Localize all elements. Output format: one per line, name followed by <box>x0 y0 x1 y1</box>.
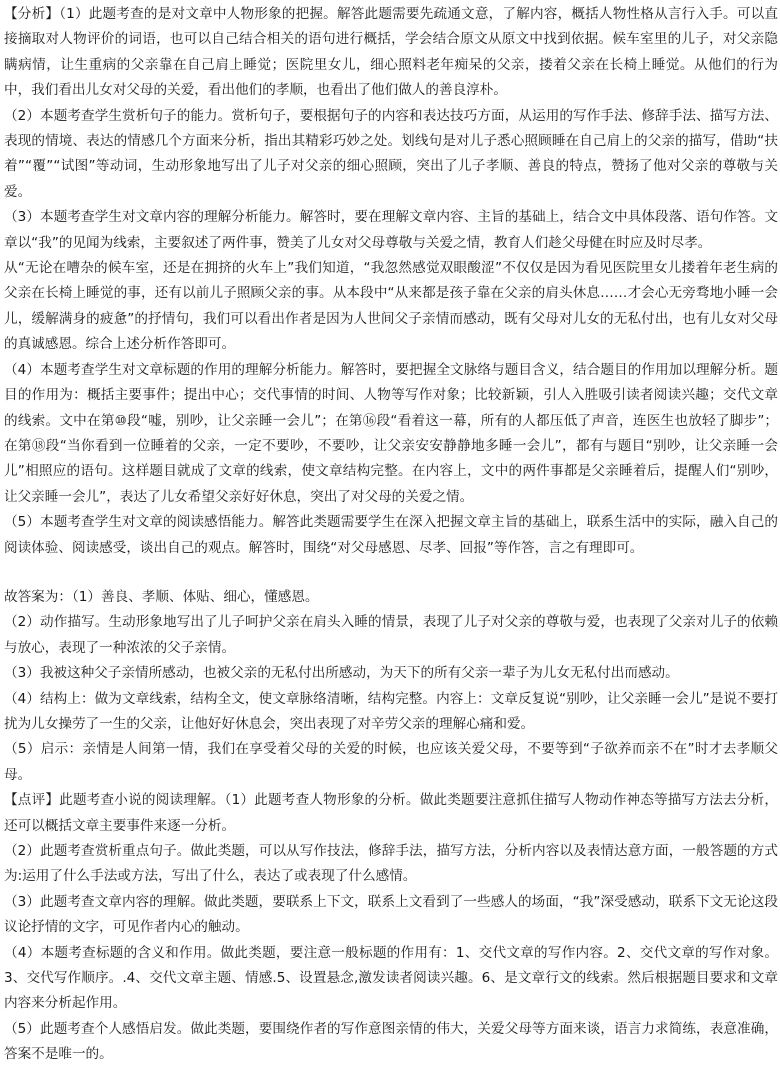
analysis-paragraph-3: （3）本题考查学生对文章内容的理解分析能力。解答时，要在理解文章内容、主旨的基础上，结合文中具体段落、语句作答。文章以“我”的见闻为线索，主要叙述了两件事，赞美了儿女对父母尊敬与关爱之情，教育人们趁父母健在时应及时尽孝。 <box>4 209 778 251</box>
analysis-paragraph-1: 【分析】（1）此题考查的是对文章中人物形象的把握。解答此题需要先疏通文意，了解内容，概括人物性格从言行入手。可以直接摘取对人物评价的词语，也可以自己结合相关的语句进行概括，学会结合原文从原文中找到依据。候车室里的儿子，对父亲隐瞒病情，让生重病的父亲靠在自己肩上睡觉；医院里女儿，细心照料老年痴呆的父亲，搂着父亲在长椅上睡觉。从他们的行为中，我们看出儿女对父母的关爱，看出他们的孝顺，也看出了他们做人的善良淳朴。 <box>4 6 778 99</box>
comment-paragraph-2: （2）此题考查赏析重点句子。做此类题，可以从写作技法，修辞手法，描写方法，分析内容以及表情达意方面，一般答题的方式为:运用了什么手法或方法，写出了什么，表达了或表现了什么感情。 <box>4 843 778 885</box>
analysis-paragraph-4: 从“无论在嘈杂的候车室，还是在拥挤的火车上”我们知道，“我忽然感觉双眼酸涩”不仅仅是因为看见医院里女儿搂着年老生病的父亲在长椅上睡觉的事，还有以前儿子照顾父亲的事。从本段中“从来都是孩子靠在父亲的肩头休息……才会心无旁骛地小睡一会儿，缓解满身的疲惫”的抒情句，我们可以看出作者是因为人世间父子亲情而感动，既有父母对儿女的无私付出，也有儿女对父母的真诚感恩。综合上述分析作答即可。 <box>4 260 778 353</box>
analysis-paragraph-2: （2）本题考查学生赏析句子的能力。赏析句子，要根据句子的内容和表达技巧方面，从运用的写作手法、修辞手法、描写方法、表现的情境、表达的情感几个方面来分析，指出其精彩巧妙之处。划线句是对儿子悉心照顾睡在自己肩上的父亲的描写，借助“扶着”“覆”“试图”等动词，生动形象地写出了儿子对父亲的细心照顾，突出了儿子孝顺、善良的特点，赞扬了他对父亲的尊敬与关爱。 <box>4 107 778 200</box>
answer-paragraph-5: （5）启示：亲情是人间第一情，我们在享受着父母的关爱的时候，也应该关爱父母，不要等到“子欲养而亲不在”时才去孝顺父母。 <box>4 741 778 783</box>
comment-section <box>4 788 778 1067</box>
answer-paragraph-4: （4）结构上：做为文章线索，结构全文，使文章脉络清晰，结构完整。内容上：文章反复说“别吵，让父亲睡一会儿”是说不要打扰为儿女操劳了一生的父亲，让他好好休息会，突出表现了对辛劳父亲的理解心痛和爱。 <box>4 690 778 732</box>
comment-paragraph-4: （4）本题考查标题的含义和作用。做此类题，要注意一般标题的作用有：1、交代文章的写作内容。2、交代文章的写作对象。3、交代写作顺序。.4、交代文章主题、情感.5、设置悬念,激发读者阅读兴趣。6、是文章行文的线索。然后根据题目要求和文章内容来分析起作用。 <box>4 944 778 1012</box>
section-gap <box>4 561 778 585</box>
answer-section <box>4 585 778 788</box>
solution-document <box>4 2 778 1068</box>
comment-paragraph-1: 【点评】此题考查小说的阅读理解。（1）此题考查人物形象的分析。做此类题要注意抓住描写人物动作神态等描写方法去分析，还可以概括文章主要事件来逐一分析。 <box>4 792 778 834</box>
answer-paragraph-1: 故答案为：（1）善良、孝顺、体贴、细心，懂感恩。 <box>4 588 319 605</box>
answer-paragraph-2: （2）动作描写。生动形象地写出了儿子呵护父亲在肩头入睡的情景，表现了儿子对父亲的尊敬与爱，也表现了父亲对儿子的依赖与放心，表现了一种浓浓的父子亲情。 <box>4 614 778 656</box>
comment-paragraph-3: （3）此题考查文章内容的理解。做此类题，要联系上下文，联系上文看到了一些感人的场面，“我”深受感动，联系下文无论这段议论抒情的文字，可见作者内心的触动。 <box>4 893 778 936</box>
answer-paragraph-3: （3）我被这种父子亲情所感动，也被父亲的无私付出所感动，为天下的所有父亲一辈子为儿女无私付出而感动。 <box>4 665 679 682</box>
analysis-paragraph-5: （4）本题考查学生对文章标题的作用的理解分析能力。解答时，要把握全文脉络与题目含义，结合题目的作用加以理解分析。题目的作用为：概括主要事件；提出中心；交代事情的时间、人物等写作对象；比较新颖，引人入胜吸引读者阅读兴趣；交代文章的线索。文中在第⑩段“嘘，别吵，让父亲睡一会儿”；在第⑯段“看着这一幕，所有的人都压低了声音，连医生也放轻了脚步”；在第⑱段“当你看到一位睡着的父亲，一定不要吵，不要吵，让父亲安安静静地多睡一会儿”，都有与题目“别吵，让父亲睡一会儿”相照应的语句。这样题目就成了文章的线索，使文章结构完整。在内容上，文中的两件事都是父亲睡着后，提醒人们“别吵，让父亲睡一会儿”，表达了儿女希望父亲好好休息，突出了对父母的关爱之情。 <box>4 361 778 505</box>
analysis-paragraph-6: （5）本题考查学生对文章的阅读感悟能力。解答此类题需要学生在深入把握文章主旨的基础上，联系生活中的实际，融入自己的阅读体验、阅读感受，谈出自己的观点。解答时，围绕“对父母感恩、尽孝、回报”等作答，言之有理即可。 <box>4 514 778 556</box>
comment-paragraph-5: （5）此题考查个人感悟启发。做此类题，要围绕作者的写作意图亲情的伟大，关爱父母等方面来谈，语言力求简练，表意准确，答案不是唯一的。 <box>4 1020 778 1063</box>
analysis-section <box>4 2 778 561</box>
